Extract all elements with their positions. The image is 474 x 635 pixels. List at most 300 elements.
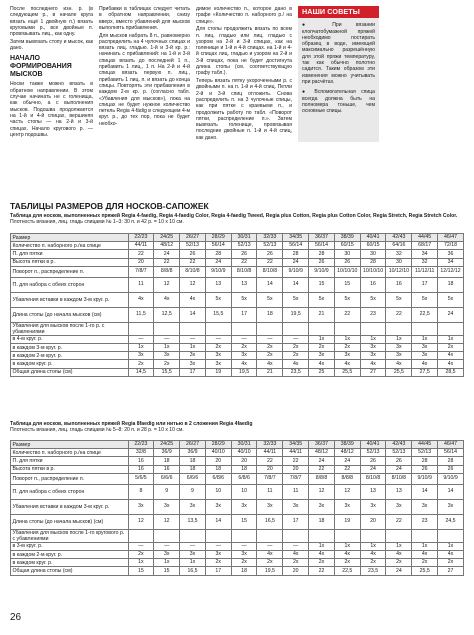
table-cell: 8/10/8 [360, 473, 386, 484]
table-cell: 9/10/9 [438, 473, 464, 484]
table-cell: 20 [128, 258, 154, 266]
table-cell: 3x [412, 343, 438, 351]
table-cell: 2x [154, 360, 180, 368]
table-cell: 22,5 [412, 307, 438, 322]
table-cell: 7/8/7 [257, 473, 283, 484]
table-cell: 3x [309, 499, 335, 514]
row-label-cell: Размер [11, 441, 129, 449]
table-cell: 25 [309, 368, 335, 376]
row-label-cell: П. для пятки [11, 250, 129, 258]
table-cell: 46/47 [438, 441, 464, 449]
table-cell: 32/8 [128, 449, 154, 457]
table-cell: 1x [180, 559, 206, 567]
table-cell: 16,5 [180, 567, 206, 575]
table-cell: 7/8/7 [283, 473, 309, 484]
table-cell: 8/10/8 [231, 266, 257, 277]
table-cell: 4x [334, 360, 360, 368]
table-cell: 4x [412, 550, 438, 558]
table-cell [231, 529, 257, 542]
row-label-cell: в 4-м круг. р. [11, 335, 129, 343]
table-cell: 4x [283, 550, 309, 558]
table-cell: 28 [360, 258, 386, 266]
table-cell: 68/17 [412, 242, 438, 250]
table-cell: 26 [180, 250, 206, 258]
table-cell: 27 [360, 368, 386, 376]
table-cell: 22 [257, 258, 283, 266]
table-cell: 44/45 [412, 234, 438, 242]
table-cell: 8/10/8 [180, 266, 206, 277]
table-cell: 16 [128, 457, 154, 465]
table-cell: 9 [180, 484, 206, 499]
table-cell: 21 [257, 368, 283, 376]
table-cell: 25,5 [412, 567, 438, 575]
row-label-cell: в каждом круг. р. [11, 360, 129, 368]
table-cell: 5/6/5 [128, 473, 154, 484]
table-cell [257, 529, 283, 542]
table-row [11, 322, 464, 335]
table-cell: 24 [154, 250, 180, 258]
table-cell: 26 [334, 258, 360, 266]
table-cell: 12 [154, 277, 180, 292]
table-cell: 14,5 [128, 368, 154, 376]
table-cell: 19 [205, 368, 231, 376]
table-cell: 4x [360, 360, 386, 368]
table-cell: 15 [309, 277, 335, 292]
table-cell: — [231, 542, 257, 550]
row-label-cell: в каждом 2-м круг. р. [11, 550, 129, 558]
table-cell: 10/12/10 [386, 266, 412, 277]
row-label-cell: Высота пятки в р. [11, 258, 129, 266]
row-label-cell: в каждом 3-м круг. р. [11, 343, 129, 351]
table-cell: 27 [438, 567, 464, 575]
table-cell: 28 [283, 250, 309, 258]
table-cell: 1x [334, 542, 360, 550]
table-cell: 22,5 [334, 567, 360, 575]
bullet-icon: ● [302, 22, 333, 29]
table-cell: 22/23 [128, 234, 154, 242]
table-row [11, 360, 464, 368]
text-column-1 [10, 6, 93, 142]
table-cell: 24 [438, 307, 464, 322]
table-cell: 34 [412, 250, 438, 258]
table-cell: 27,5 [412, 368, 438, 376]
table-cell: 10/10/10 [334, 266, 360, 277]
table-cell: 20 [283, 567, 309, 575]
table-cell: — [180, 542, 206, 550]
table-cell: 17 [205, 567, 231, 575]
table-cell [283, 322, 309, 335]
table-cell: 2x [283, 343, 309, 351]
table-cell: 5x [205, 292, 231, 307]
table-cell: 2x [309, 343, 335, 351]
table-cell [154, 529, 180, 542]
table-cell: 1x [438, 335, 464, 343]
table-cell: 3x [205, 360, 231, 368]
table-cell: 16 [154, 465, 180, 473]
table-cell: 1x [334, 335, 360, 343]
table-cell: 4x [257, 550, 283, 558]
table-cell: 1x [386, 542, 412, 550]
table-cell: 15 [154, 567, 180, 575]
table-cell: 22 [257, 457, 283, 465]
table-cell: 22 [386, 514, 412, 529]
table-cell [283, 529, 309, 542]
table-cell: — [205, 335, 231, 343]
table-cell: 5x [438, 292, 464, 307]
table-cell: 15 [231, 514, 257, 529]
table-cell: 28 [412, 457, 438, 465]
table-cell: 22 [386, 307, 412, 322]
table-cell: 3x [386, 352, 412, 360]
table-cell: 9/10/9 [205, 266, 231, 277]
table-cell: 11 [128, 277, 154, 292]
table-cell: 42/43 [386, 441, 412, 449]
table-cell: — [128, 335, 154, 343]
table-row [11, 292, 464, 307]
table-cell: 8/8/8 [154, 266, 180, 277]
table-cell: 4x [128, 292, 154, 307]
table-cell: 30 [360, 250, 386, 258]
table-row [11, 242, 464, 250]
table-cell: 36/37 [309, 441, 335, 449]
table-cell: 16 [360, 277, 386, 292]
table-cell [438, 529, 464, 542]
table-cell: 20 [257, 465, 283, 473]
table-cell: 17 [283, 514, 309, 529]
table-cell: 18 [154, 457, 180, 465]
table-cell: 16,5 [257, 514, 283, 529]
table-cell: 30 [334, 250, 360, 258]
table-cell: 20 [283, 465, 309, 473]
table-cell: 52/13 [412, 449, 438, 457]
table-cell: 11 [257, 484, 283, 499]
table-cell: 2x [386, 559, 412, 567]
table-cell: 14 [283, 277, 309, 292]
table-cell: 11,5 [128, 307, 154, 322]
table-cell: 4x [438, 360, 464, 368]
row-label-cell: Поворот п., распределение п. [11, 473, 129, 484]
table-cell: 2x [231, 343, 257, 351]
table-cell: 15,5 [205, 307, 231, 322]
table-row [11, 559, 464, 567]
table-cell [334, 529, 360, 542]
table-cell: 12/12/12 [438, 266, 464, 277]
table-row [11, 352, 464, 360]
table-cell: 36/9 [180, 449, 206, 457]
row-label-cell: Длина стопы (до начала мысков) (см) [11, 514, 129, 529]
table-cell: 26 [309, 258, 335, 266]
table-row [11, 542, 464, 550]
table-cell: 3x [360, 343, 386, 351]
table-cell: 3x [180, 360, 206, 368]
table-cell: 19,5 [257, 567, 283, 575]
table-cell [309, 322, 335, 335]
table-cell: 3x [231, 550, 257, 558]
row-label-cell: Количество п. наборного р./на спице [11, 449, 129, 457]
table-row [11, 307, 464, 322]
table-cell: 13 [231, 277, 257, 292]
table-cell: 16 [386, 277, 412, 292]
table-cell: 4x [154, 292, 180, 307]
table-cell: 14 [180, 307, 206, 322]
tips-box [298, 6, 379, 142]
table-cell [386, 322, 412, 335]
table-cell: 52/13 [257, 242, 283, 250]
table-cell: 2x [205, 343, 231, 351]
table-cell [205, 529, 231, 542]
table-cell: 22 [334, 307, 360, 322]
table-cell [231, 322, 257, 335]
table-cell: — [180, 335, 206, 343]
table-cell: — [205, 542, 231, 550]
row-label-cell: П. для набора с обеих сторон [11, 277, 129, 292]
table-cell: 44/45 [412, 441, 438, 449]
table-cell: 56/14 [205, 242, 231, 250]
row-label-cell: в каждом 2-м круг. р. [11, 352, 129, 360]
table-cell: 1x [360, 335, 386, 343]
table-cell: 14 [205, 514, 231, 529]
table-cell: 3x [154, 352, 180, 360]
table-cell: 2x [309, 559, 335, 567]
table-cell: 28 [205, 250, 231, 258]
table-cell [180, 322, 206, 335]
table-cell: 3x [154, 550, 180, 558]
tips-body [298, 18, 379, 123]
table-cell: 22 [154, 258, 180, 266]
text-column-3 [196, 6, 292, 142]
table-cell: 3x [438, 499, 464, 514]
table-cell: 17 [412, 277, 438, 292]
table-cell: 52/13 [231, 242, 257, 250]
table-cell: 1x [154, 343, 180, 351]
table-cell: 4x [386, 360, 412, 368]
table-cell: 1x [309, 335, 335, 343]
table-cell: — [154, 335, 180, 343]
table-cell: 44/11 [283, 449, 309, 457]
table-cell: 23,5 [360, 567, 386, 575]
table-cell: 3x [180, 499, 206, 514]
table-cell: 5x [257, 292, 283, 307]
table-cell: 48/12 [334, 449, 360, 457]
table-cell: 15,5 [154, 368, 180, 376]
table-cell: 32 [386, 250, 412, 258]
table-cell: 1x [360, 542, 386, 550]
tip-item: ● Вспомогательная спица всегда должна быть на полномера тоньше, чем основные спицы. [302, 89, 376, 115]
table-cell: 56/14 [309, 242, 335, 250]
table-row [11, 465, 464, 473]
table-cell: 5x [334, 292, 360, 307]
table-cell: 15 [334, 277, 360, 292]
table-cell: 9/10/9 [283, 266, 309, 277]
table-cell: 3x [334, 352, 360, 360]
table-row [11, 499, 464, 514]
table-cell: 40/41 [360, 234, 386, 242]
table-cell: 56/14 [438, 449, 464, 457]
table-cell: 6/6/6 [154, 473, 180, 484]
table-cell: 14 [438, 484, 464, 499]
table-cell: 20 [231, 457, 257, 465]
table-row [11, 250, 464, 258]
paragraph: Для стопы продолжить вязать по всем п. лиц. гладью или лиц. гладью с узором на 2-й и 3-й спицах, как на голенище и 1-й и 4-й спицах. на 1-й и 4-й спицах лиц. гладью и узором на 2-й и 3-й спицах, пока не будет достигнута длина стопы (см. соответствующую графу табл.). [196, 26, 292, 77]
table-cell: 10/10/10 [360, 266, 386, 277]
table-cell: 36/9 [154, 449, 180, 457]
paragraph: димое количество п., которое дано в графе «Количество п. наборного р./ на спице». [196, 6, 292, 25]
table-cell: 60/15 [334, 242, 360, 250]
table-cell: 23 [360, 307, 386, 322]
table-cell: 17 [231, 307, 257, 322]
table-cell: 2x [257, 343, 283, 351]
table-cell: 10 [205, 484, 231, 499]
table-cell [205, 322, 231, 335]
row-label-cell: Длина стопы (до начала мысков (см) [11, 307, 129, 322]
table-cell: 4x [438, 352, 464, 360]
table-cell: 1x [412, 542, 438, 550]
table-row [11, 457, 464, 465]
table-cell: 11/12/11 [412, 266, 438, 277]
table-cell: 26 [412, 465, 438, 473]
table1 [10, 233, 464, 377]
tip-item: ● При вязании клопчатобумажной пряжей необходимо постирать образец в воде, имеющей максимально разрешённую для этой пряжи температуру, так как обычно полотно садится. Таким образом эти изменения можно учитывать при расчётах. [302, 22, 375, 85]
table-cell: 24 [386, 567, 412, 575]
table-cell: 22 [283, 457, 309, 465]
table-cell: 2x [257, 559, 283, 567]
table-cell [334, 322, 360, 335]
table-cell [412, 322, 438, 335]
table-cell: 8/10/8 [257, 266, 283, 277]
row-label-cell: в 3-м круг. р. [11, 542, 129, 550]
table-cell: 22/23 [128, 441, 154, 449]
paragraph: Затем вывязать стопу и мысок, как дано. [10, 38, 93, 52]
table-cell: 3x [128, 352, 154, 360]
table-cell: — [283, 335, 309, 343]
table-cell: 5x [283, 292, 309, 307]
table-cell: 38/39 [334, 234, 360, 242]
tips-title: НАШИ СОВЕТЫ [298, 6, 379, 18]
table-cell: 18 [257, 307, 283, 322]
table-cell: — [128, 542, 154, 550]
table-cell: 64/16 [386, 242, 412, 250]
table-cell: 1x [438, 542, 464, 550]
table-row [11, 514, 464, 529]
table-cell: 11 [283, 484, 309, 499]
table-cell: 7/8/7 [128, 266, 154, 277]
table-cell: 3x [386, 343, 412, 351]
table-cell: 12 [309, 484, 335, 499]
table-cell: 18 [180, 465, 206, 473]
table-cell: 24/25 [154, 441, 180, 449]
table-cell: 9/10/9 [412, 473, 438, 484]
table-cell: 14 [257, 277, 283, 292]
table-cell: 28 [309, 250, 335, 258]
table-cell: 23 [412, 514, 438, 529]
table-cell: 24 [205, 258, 231, 266]
table-cell: 36 [438, 250, 464, 258]
table-cell: 24,5 [438, 514, 464, 529]
table-cell: 15 [128, 567, 154, 575]
table-cell: 30/31 [231, 441, 257, 449]
table-cell: — [283, 542, 309, 550]
table-cell: 12 [154, 514, 180, 529]
table-cell: 30 [386, 258, 412, 266]
table2-title: Таблица для носков, выполненных пряжей Regia 8faedig или нитью в 2 сложения Regia 4faedig Плотность вязания, лиц. гладь спицами № 5–8: 20 п. и 28 р. = 10 х 10 см. [10, 421, 253, 434]
table-cell: 2x [128, 360, 154, 368]
table-cell: 48/12 [154, 242, 180, 250]
table-cell: 2x [205, 559, 231, 567]
table-cell [128, 529, 154, 542]
table-cell: 10 [231, 484, 257, 499]
table-cell: 4x [386, 550, 412, 558]
text-column-2 [99, 6, 190, 142]
table-cell: 9 [154, 484, 180, 499]
table-cell: 1x [180, 343, 206, 351]
table-row [11, 343, 464, 351]
table-cell: 13,5 [180, 514, 206, 529]
table-cell: 42/43 [386, 234, 412, 242]
table1-title: Таблица для носков, выполненных пряжей Regia 4-faedig, Regia 4-faedig Color, Regia 4-faedig Tweed, Regia plus Cotton, Regia plus Cotton Color, Regia Stretch, Regia Stretch Color. Плотность вязания, лиц. гладь спицами № 1–3: 30 п. и 42 р. = 10 х 10 см. [10, 213, 458, 226]
table-cell: 24 [309, 457, 335, 465]
table-cell: 4x [257, 360, 283, 368]
row-label-cell: Общая длина стопы (см) [11, 567, 129, 575]
table-cell: — [154, 542, 180, 550]
table-cell: 40/10 [205, 449, 231, 457]
table-cell: 4x [412, 360, 438, 368]
paragraph: После последнего изн. р. (в следующем р., в начале круга вязать ещё 1 двойную п.) вязать круговыми р., все двойные п. провязывать лиц., как одну. [10, 6, 93, 38]
table2 [10, 440, 464, 576]
table-cell: 2x [334, 343, 360, 351]
table-cell: 38/39 [334, 441, 360, 449]
table-cell: 1x [128, 559, 154, 567]
table-cell: 4x [309, 360, 335, 368]
table-cell: 12 [334, 484, 360, 499]
table-cell: 2x [231, 559, 257, 567]
table-cell: 40/10 [231, 449, 257, 457]
table-cell [412, 529, 438, 542]
table-cell: 34/35 [283, 441, 309, 449]
table-cell: 18 [309, 514, 335, 529]
table-row [11, 567, 464, 575]
row-label-cell: Убавления вставки в каждом 3-м круг. р. [11, 292, 129, 307]
paragraph: Теперь вязать пятку укороченными р. с двойными п. на п. 1-й и 4-й спиц. Петли 2-й и 3-й спиц отложить. Снова распределить п. на 3 чулочные спицы, как при пятке с краевыми п., и продолжить работу по табл. «Поворот пятки, распределение п.». Затем вывязать голенище, провязывая последние двойные п. 1-й и 4-й спиц, как дано. [196, 78, 292, 141]
table-cell: 5x [412, 292, 438, 307]
table-cell: 12 [128, 514, 154, 529]
table-cell: 36/37 [309, 234, 335, 242]
table-cell: 2x [257, 352, 283, 360]
table-cell: 22 [180, 258, 206, 266]
table-cell: 13 [205, 277, 231, 292]
table-cell: 6/8/6 [205, 473, 231, 484]
table-header-row [11, 441, 464, 449]
section-heading: НАЧАЛО ФОРМИРОВАНИЯ МЫСКОВ [10, 55, 72, 79]
paragraph: Прибавки в таблицах следует читать в обратном направлении, снизу вверх, вместо убавлений для мысков выполнять прибавления. [99, 6, 190, 31]
table-cell: 8/8/8 [334, 473, 360, 484]
table-cell: 24 [283, 258, 309, 266]
table-cell: 13 [386, 484, 412, 499]
table-cell [180, 529, 206, 542]
table-cell: 32/33 [257, 441, 283, 449]
table-cell: 1x [309, 542, 335, 550]
table-cell: 24 [360, 465, 386, 473]
table-cell [360, 529, 386, 542]
table-cell: 5x [386, 292, 412, 307]
table-cell: 14 [412, 484, 438, 499]
table-cell: 3x [360, 352, 386, 360]
table-cell: 26 [386, 457, 412, 465]
table-cell: 2x [334, 559, 360, 567]
row-label-cell: Убавления вставки в каждом 3-м круг. р. [11, 499, 129, 514]
table-cell [438, 322, 464, 335]
row-label-cell: Убавления для мысков после 1-го кругового р. с убавлениями [11, 529, 129, 542]
table-cell: 9/10/9 [309, 266, 335, 277]
